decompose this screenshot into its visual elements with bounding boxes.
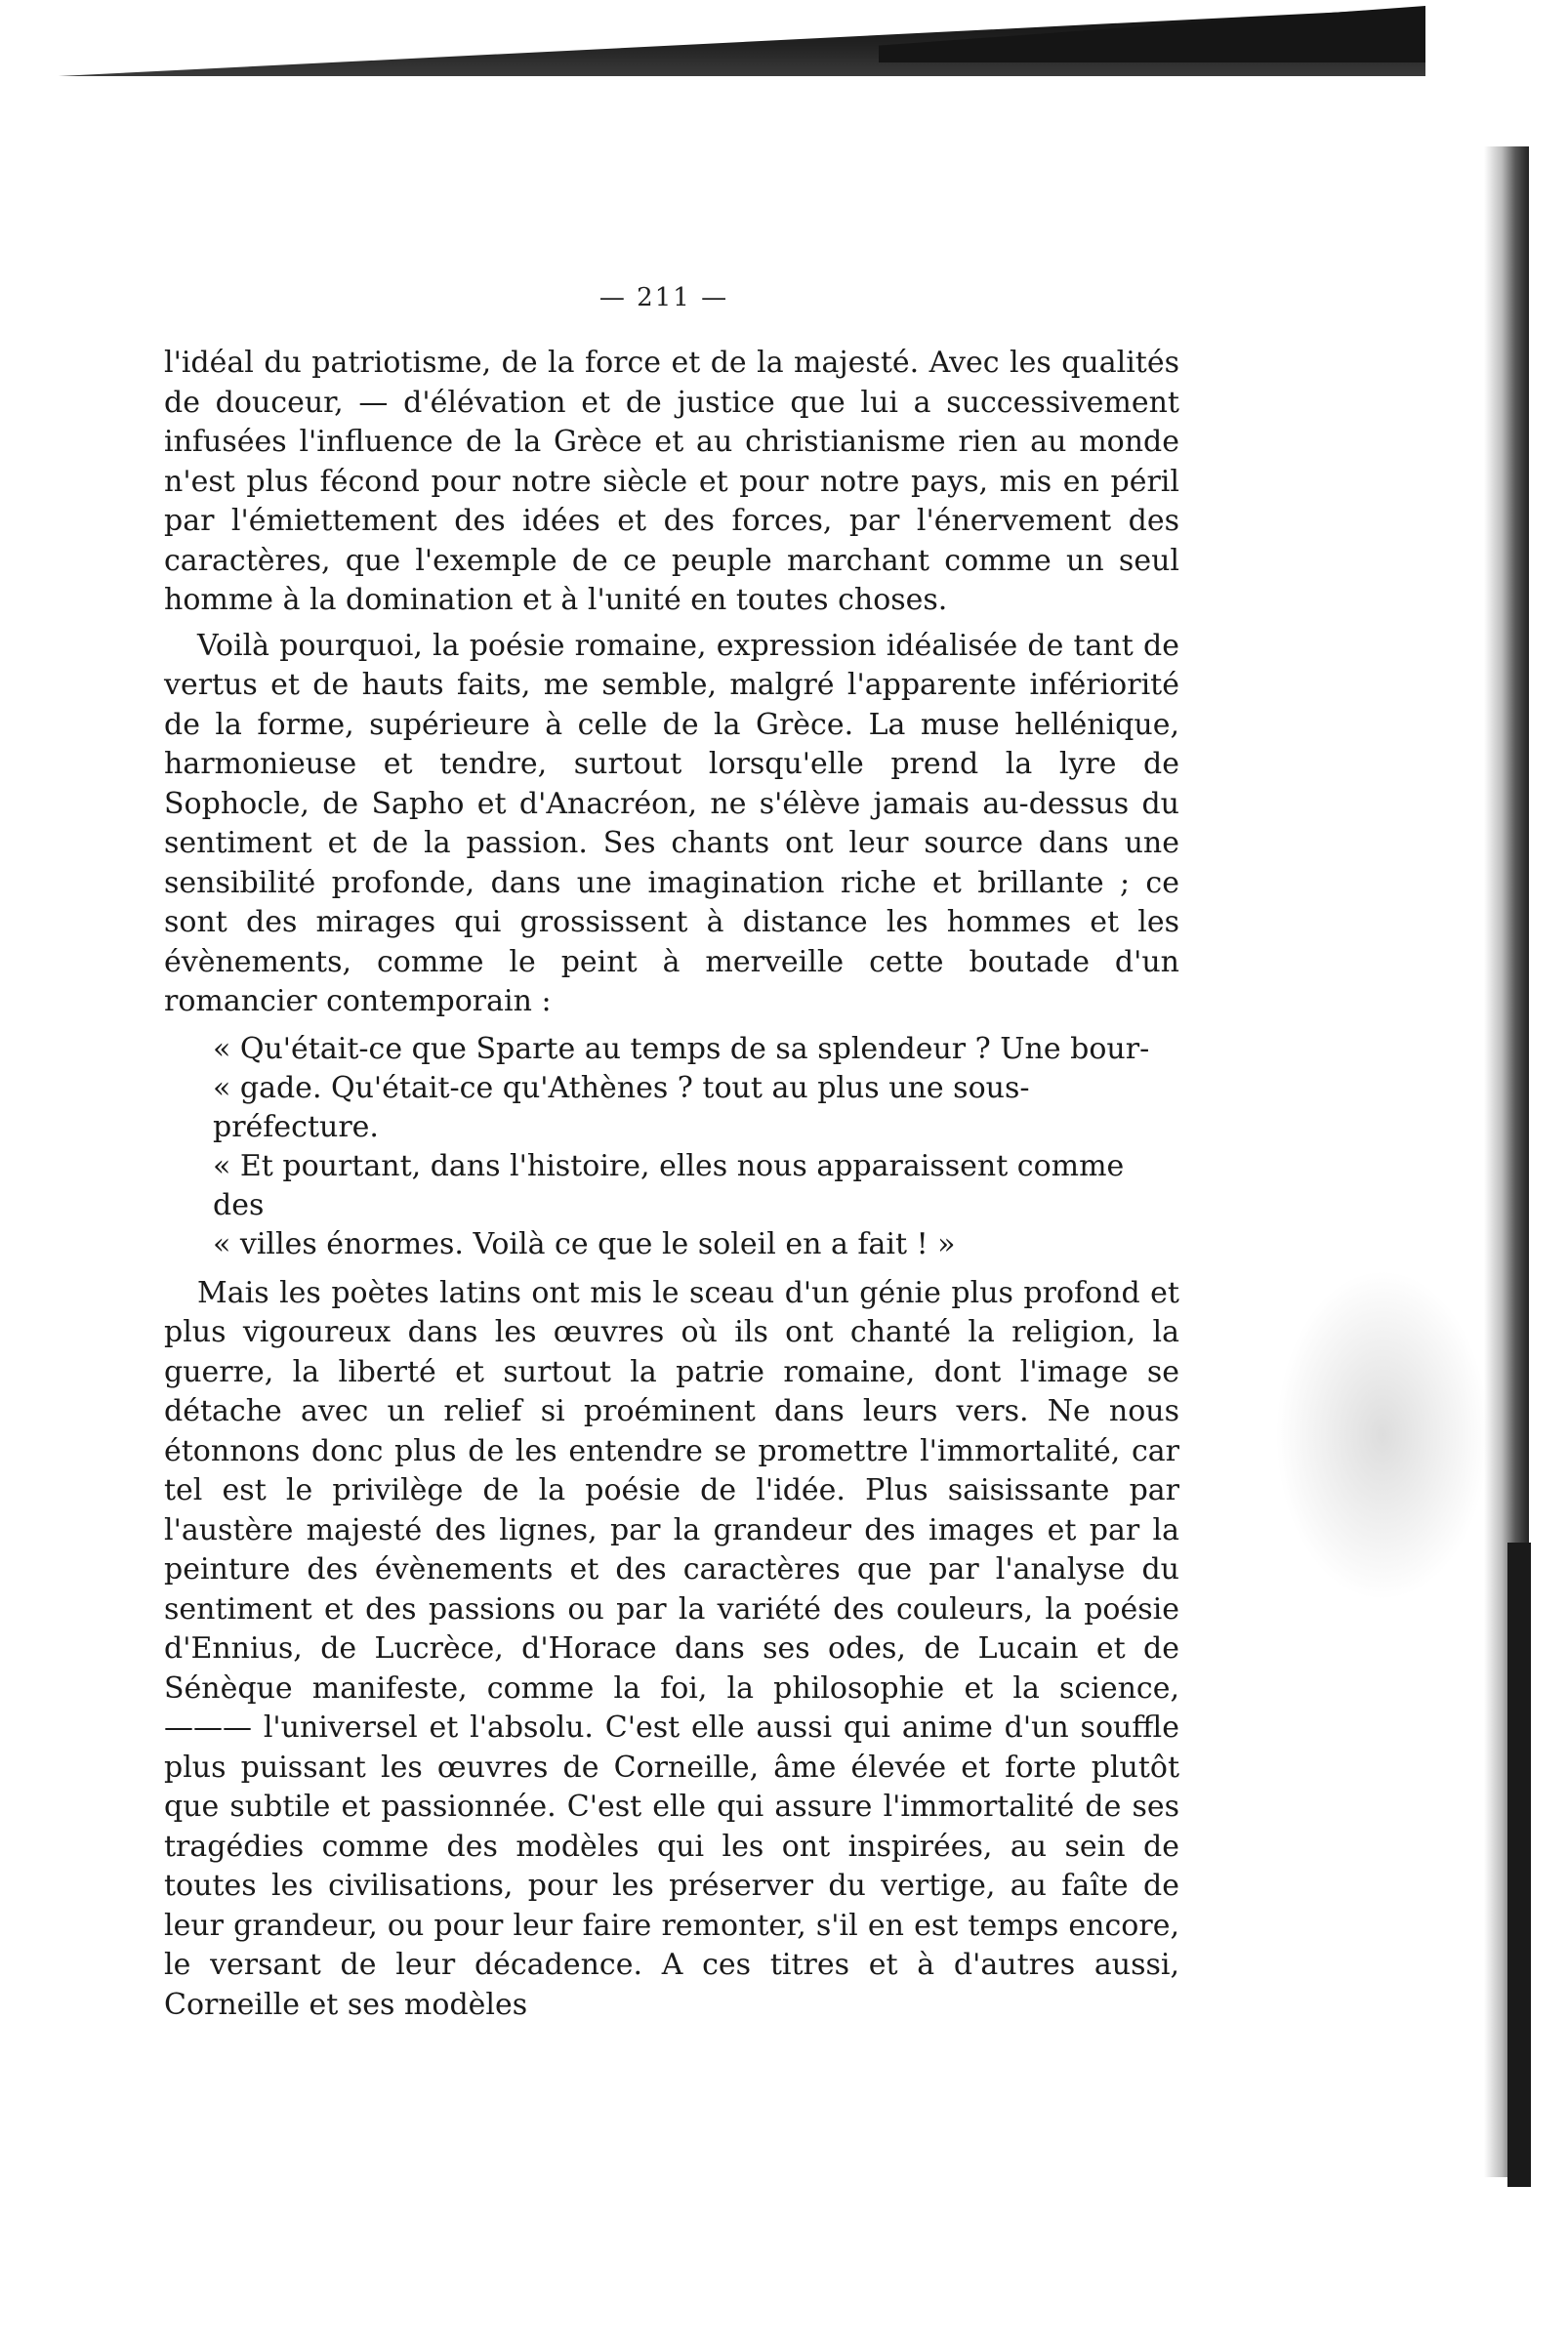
paragraph-1: l'idéal du patriotisme, de la force et de la majesté. Avec les qualités de douceur, — d'élévation et de justice que lui a successivement infusées l'influence de la Grèce et au christianisme rien au monde n'est plus fécond pour notre siècle et pour notre pays, mis en péril par l'émiettement des idées et des forces, par l'énervement des caractères, que l'exemple de ce peuple marchant comme un seul homme à la domination et à l'unité en toutes choses. — [164, 346, 1179, 617]
quote-line: « Et pourtant, dans l'histoire, elles nous apparaissent comme des — [213, 1148, 1125, 1222]
scan-border-right-dark — [1507, 1543, 1531, 2187]
quote-line: « Qu'était-ce que Sparte au temps de sa splendeur ? Une bour- — [213, 1031, 1150, 1066]
page-number: — 211 — — [598, 283, 729, 312]
body-text — [164, 344, 1179, 2025]
paragraph-3: Mais les poètes latins ont mis le sceau d'un génie plus profond et plus vigoureux dans les œuvres où ils ont chanté la religion, la guerre, la liberté et surtout la patrie romaine, dont l'image se détache avec un relief si proéminent dans leurs vers. Ne nous étonnons donc plus de les entendre se promettre l'immortalité, car tel est le privilège de la poésie de l'idée. Plus saisissante par l'austère majesté des lignes, par la grandeur des images et par la peinture des évènements et des caractères que par l'analyse du sentiment et des passions ou par la variété des couleurs, la poésie d'Ennius, de Lucrèce, d'Horace dans ses odes, de Lucain et de Sénèque manifeste, comme la foi, la philosophie et la science, ——— l'universel et l'absolu. C'est elle aussi qui anime d'un souffle plus puissant les œuvres de Corneille, âme élevée et forte plutôt que subtile et passionnée. C'est elle qui assure l'immortalité de ses tragédies comme des modèles qui les ont inspirées, au sein de toutes les civilisations, pour les préserver du vertige, au faîte de leur grandeur, ou pour leur faire remonter, s'il en est temps encore, le versant de leur décadence. A ces titres et à d'autres aussi, Corneille et ses modèles — [164, 1275, 1179, 2022]
quote-line: « gade. Qu'était-ce qu'Athènes ? tout au plus une sous-préfecture. — [213, 1070, 1030, 1144]
quote-line: « villes énormes. Voilà ce que le soleil en a fait ! » — [213, 1226, 956, 1261]
scan-smudge — [1275, 1269, 1490, 1601]
quotation — [164, 1030, 1179, 1264]
paragraph-2: Voilà pourquoi, la poésie romaine, expression idéalisée de tant de vertus et de hauts faits, me semble, malgré l'apparente infériorité de la forme, supérieure à celle de la Grèce. La muse hellénique, harmonieuse et tendre, surtout lorsqu'elle prend la lyre de Sophocle, de Sapho et d'Anacréon, ne s'élève jamais au-dessus du sentiment et de la passion. Ses chants ont leur source dans une sensibilité profonde, dans une imagination riche et brillante ; ce sont des mirages qui grossissent à distance les hommes et les évènements, comme le peint à merveille cette boutade d'un romancier contemporain : — [164, 628, 1179, 1018]
